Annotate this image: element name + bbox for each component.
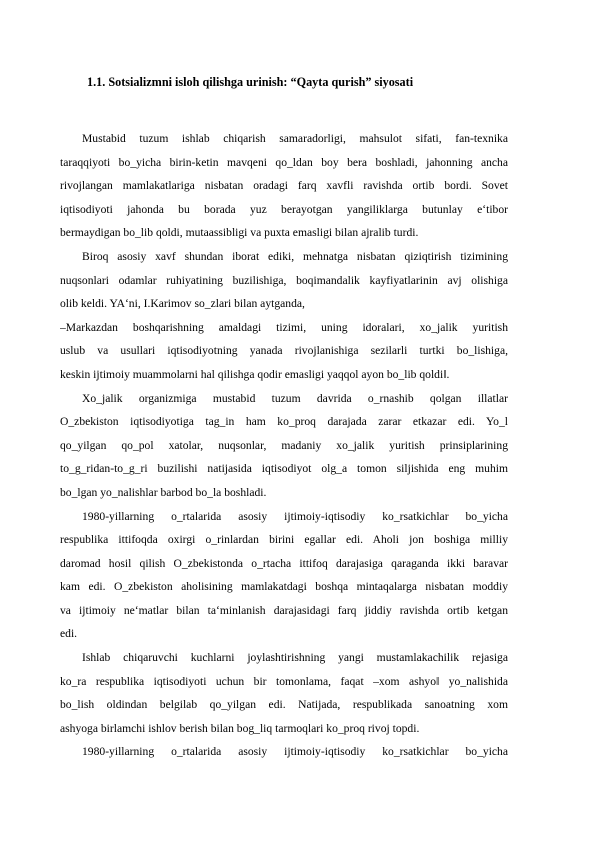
text-line: nuqsonlari odamlar ruhiyatining buzilishiga, boqimandalik kayfiyatlarinin avj olishiga bbox=[60, 273, 508, 287]
text-line: keskin ijtimoiy muammolarni hal qilishga qodir emasligi yaqqol ayon bo_lib qoldi‖. bbox=[60, 367, 450, 381]
text-line: bermaydigan bo_lib qoldi, mutaassibligi va puxta emasligi bilan ajralib turdi. bbox=[60, 226, 419, 240]
text-line: ko_ra respublika iqtisodiyoti uchun bir tomonlama, faqat –xom ashyo‖ yo_nalishida bbox=[60, 674, 508, 688]
text-line: bo_lish oldindan belgilab qo_yilgan edi. Natijada, respublikada sanoatning xom bbox=[60, 698, 508, 712]
text-line: bo_lgan yo_nalishlar barbod bo_la boshladi. bbox=[60, 485, 267, 499]
text-line: Biroq asosiy xavf shundan iborat ediki, mehnatga nisbatan qiziqtirish tizimining bbox=[82, 249, 508, 263]
text-line: va ijtimoiy ne‘matlar bilan ta‘minlanish darajasidagi farq jiddiy ravishda ortib ketgan bbox=[60, 603, 508, 617]
text-line: daromad hosil qilish O_zbekistonda o_rtacha ittifoq darajasiga qaraganda ikki baravar bbox=[60, 556, 508, 570]
text-line: rivojlangan mamlakatlariga nisbatan oradagi farq xavfli ravishda ortib bordi. Sovet bbox=[60, 179, 508, 193]
text-line: kam edi. O_zbekiston aholisining mamlakatdagi boshqa mintaqalarga nisbatan moddiy bbox=[60, 580, 508, 594]
text-line: O_zbekiston iqtisodiyotiga tag_in ham ko_proq darajada zarar etkazar edi. Yo_l bbox=[60, 415, 508, 429]
text-line: taraqqiyoti bo_yicha birin-ketin mavqeni qo_ldan boy bera boshladi, jahonning ancha bbox=[60, 155, 508, 169]
text-line: Ishlab chiqaruvchi kuchlarni joylashtirishning yangi mustamlakachilik rejasiga bbox=[82, 651, 508, 665]
text-line: edi. bbox=[60, 627, 78, 641]
text-line: olib keldi. YA‘ni, I.Karimov so_zlari bilan aytganda, bbox=[60, 297, 305, 311]
text-line: respublika ittifoqda oxirgi o_rinlardan birini egallar edi. Aholi jon boshiga milliy bbox=[60, 533, 508, 547]
text-line: 1980-yillarning o_rtalarida asosiy ijtimoiy-iqtisodiy ko_rsatkichlar bo_yicha bbox=[82, 509, 508, 523]
text-line: iqtisodiyoti jahonda bu borada yuz berayotgan yangiliklarga butunlay e‘tibor bbox=[60, 202, 508, 216]
section-heading: 1.1. Sotsializmni isloh qilishga urinish: “Qayta qurish” siyosati bbox=[87, 75, 414, 89]
text-line: 1980-yillarning o_rtalarida asosiy ijtimoiy-iqtisodiy ko_rsatkichlar bo_yicha bbox=[82, 745, 508, 759]
text-line: qo_yilgan qo_pol xatolar, nuqsonlar, madaniy xo_jalik yuritish prinsiplarining bbox=[60, 438, 508, 452]
text-line: Mustabid tuzum ishlab chiqarish samaradorligi, mahsulot sifati, fan-texnika bbox=[82, 132, 508, 145]
text-line: uslub va usullari iqtisodiyotning yanada rivojlanishiga sezilarli turtki bo_lishiga, bbox=[60, 344, 508, 358]
text-line: Xo_jalik organizmiga mustabid tuzum davrida o_rnashib qolgan illatlar bbox=[82, 391, 508, 405]
body-text bbox=[60, 127, 508, 764]
text-line: –Markazdan boshqarishning amaldagi tizimi, uning idoralari, xo_jalik yuritish bbox=[60, 320, 508, 334]
text-line: ashyoga birlamchi ishlov berish bilan bog_liq tarmoqlari ko_proq rivoj topdi. bbox=[60, 721, 420, 735]
text-line: to_g_ridan-to_g_ri buzilishi natijasida iqtisodiyot olg_a tomon siljishida eng muhim bbox=[60, 462, 508, 476]
